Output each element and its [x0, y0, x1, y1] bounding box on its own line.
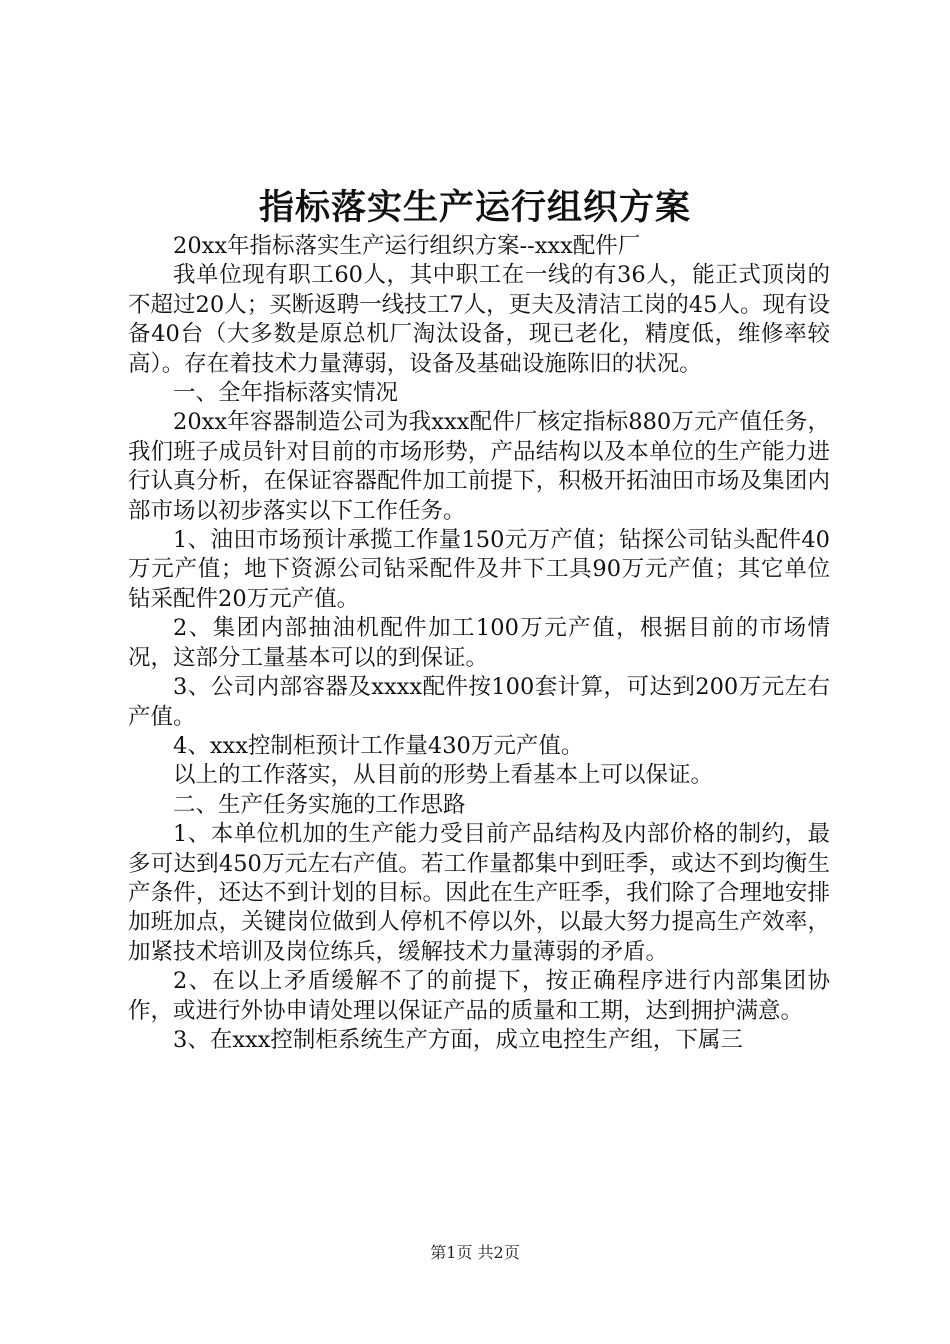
subtitle-line: 20xx年指标落实生产运行组织方案--xxx配件厂	[173, 233, 641, 259]
paragraph-staff-equipment: 我单位现有职工60人，其中职工在一线的有36人，能正式顶岗的不超过20人；买断返聘一线技工7人，更夫及清洁工岗的45人。现有设备40台（大多数是原总机厂淘汰设备，现已老化，精度低，维修率较高）。存在着技术力量薄弱，设备及基础设施陈旧的状况。	[128, 262, 830, 377]
section-heading-1: 一、全年指标落实情况	[173, 380, 399, 407]
section-heading-2: 二、生产任务实施的工作思路	[173, 791, 466, 818]
paragraph-item-4: 4、xxx控制柜预计工作量430万元产值。	[173, 732, 584, 759]
page-footer: 第1页 共2页	[430, 1243, 520, 1262]
paragraph-item-2: 2、集团内部抽油机配件加工100万元产值，根据目前的市场情况，这部分工量基本可以的到保证。	[128, 615, 830, 671]
paragraph-summary: 以上的工作落实，从目前的形势上看基本上可以保证。	[173, 762, 714, 789]
document-body	[128, 232, 830, 1055]
paragraph-approach-2: 2、在以上矛盾缓解不了的前提下，按正确程序进行内部集团协作，或进行外协申请处理以保证产品的质量和工期，达到拥护满意。	[128, 968, 830, 1024]
paragraph-approach-1: 1、本单位机加的生产能力受目前产品结构及内部价格的制约，最多可达到450万元左右产值。若工作量都集中到旺季，或达不到均衡生产条件，还达不到计划的目标。因此在生产旺季，我们除了合理地安排加班加点，关键岗位做到人停机不停以外，以最大努力提高生产效率，加紧技术培训及岗位练兵，缓解技术力量薄弱的矛盾。	[128, 821, 830, 965]
document-title: 指标落实生产运行组织方案	[258, 188, 691, 228]
paragraph-annual-target: 20xx年容器制造公司为我xxx配件厂核定指标880万元产值任务，我们班子成员针对目前的市场形势，产品结构以及本单位的生产能力进行认真分析，在保证容器配件加工前提下，积极开拓油田市场及集团内部市场以初步落实以下工作任务。	[128, 409, 830, 524]
paragraph-item-1: 1、油田市场预计承揽工作量150元万产值；钻探公司钻头配件40万元产值；地下资源公司钻采配件及井下工具90万元产值；其它单位钻采配件20万元产值。	[128, 527, 830, 612]
paragraph-approach-3: 3、在xxx控制柜系统生产方面，成立电控生产组，下属三	[173, 1026, 743, 1053]
paragraph-item-3: 3、公司内部容器及xxxx配件按100套计算，可达到200万元左右产值。	[128, 674, 830, 730]
